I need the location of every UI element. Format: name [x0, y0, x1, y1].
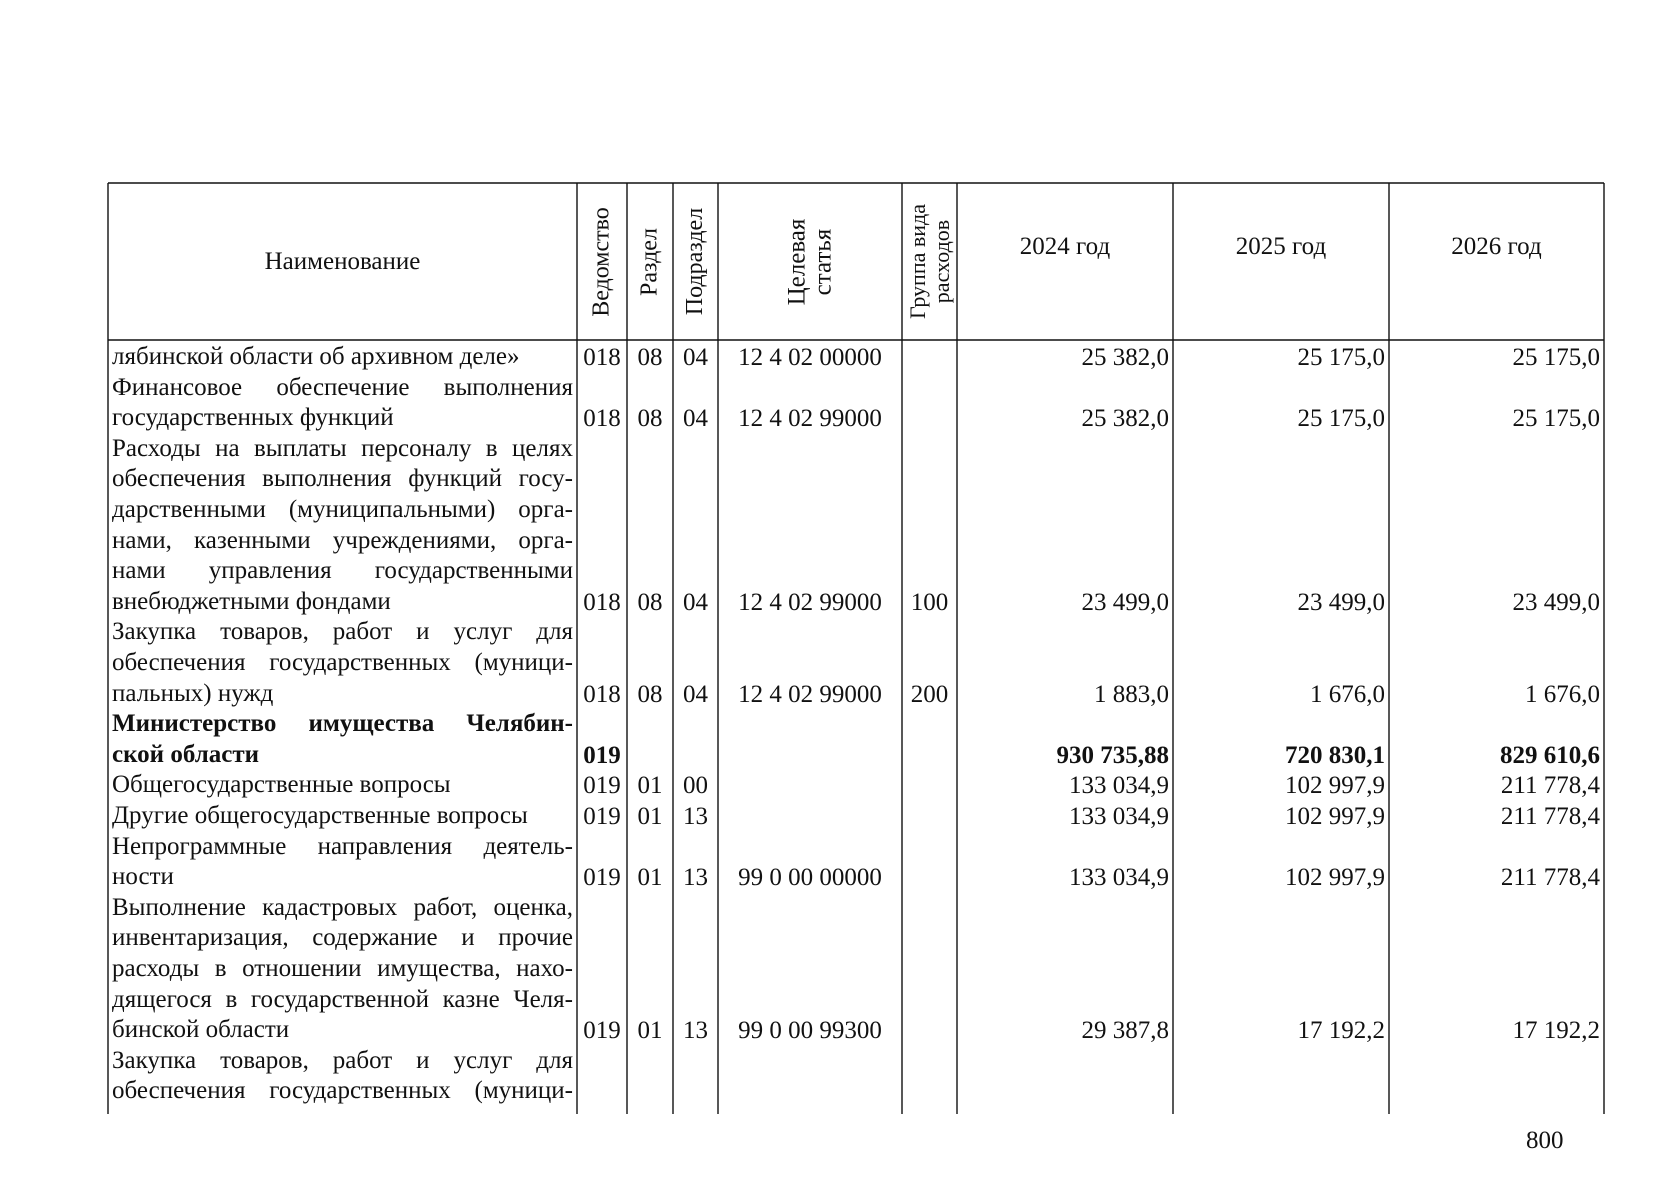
row-vedomstvo: 018 [583, 588, 621, 616]
row-name-line: лябинской области об архивном деле» [112, 343, 520, 370]
row-podrazdel: 13 [683, 864, 708, 892]
row-value-2025: 1 676,0 [1310, 680, 1385, 708]
row-vedomstvo: 019 [583, 1017, 621, 1045]
row-value-2024: 133 034,9 [1069, 803, 1169, 830]
row-name-line: обеспечения государственных (муници- [112, 1077, 573, 1105]
row-value-2026: 23 499,0 [1512, 588, 1600, 616]
row-value-2025: 102 997,9 [1285, 772, 1385, 800]
header-podrazdel: Подраздел [681, 207, 708, 316]
row-vedomstvo: 019 [583, 803, 621, 830]
row-value-2025: 102 997,9 [1285, 803, 1385, 830]
row-razdel: 01 [637, 1017, 663, 1045]
row-podrazdel: 13 [683, 803, 708, 830]
row-name-line: обеспечения выполнения функций госу- [112, 465, 573, 493]
row-razdel: 08 [637, 680, 663, 708]
header-celevaya: Целевая статья [782, 218, 836, 305]
row-vedomstvo: 019 [583, 741, 621, 769]
row-value-2024: 25 382,0 [1081, 405, 1169, 433]
row-name [112, 801, 573, 832]
row-celevaya: 12 4 02 99000 [738, 405, 882, 433]
row-razdel: 08 [637, 405, 663, 433]
header-vedomstvo: Ведомство [588, 206, 615, 317]
row-value-2024: 930 735,88 [1056, 741, 1169, 769]
row-name [112, 1046, 573, 1107]
row-value-2026: 829 610,6 [1500, 741, 1600, 769]
row-razdel: 01 [637, 864, 663, 892]
row-celevaya: 99 0 00 00000 [738, 864, 882, 892]
row-name-line: Расходы на выплаты персоналу в целях [112, 434, 573, 462]
row-name-line: Министерство имущества Челябин- [112, 710, 573, 738]
row-podrazdel: 04 [683, 405, 708, 433]
row-name [112, 893, 573, 1046]
row-name-line: Закупка товаров, работ и услуг для [112, 618, 573, 646]
row-value-2026: 1 676,0 [1525, 680, 1600, 708]
row-podrazdel: 04 [683, 680, 708, 708]
row-name-line: Закупка товаров, работ и услуг для [112, 1046, 573, 1074]
row-name-line: расходы в отношении имущества, нахо- [112, 954, 573, 982]
row-name [112, 832, 573, 893]
row-vedomstvo: 019 [583, 772, 621, 800]
row-name-line: внебюджетными фондами [112, 587, 391, 615]
row-vedomstvo: 018 [583, 405, 621, 433]
row-vedomstvo: 019 [583, 864, 621, 892]
row-name [112, 770, 573, 801]
row-value-2026: 211 778,4 [1500, 803, 1600, 830]
row-value-2026: 211 778,4 [1500, 772, 1600, 800]
row-name-line: пальных) нужд [112, 679, 274, 707]
row-name-line: ской области [112, 740, 260, 768]
header-y2026: 2026 год [1451, 233, 1542, 260]
row-value-2025: 17 192,2 [1297, 1017, 1385, 1045]
row-value-2026: 25 175,0 [1512, 405, 1600, 433]
row-celevaya: 99 0 00 99300 [738, 1017, 882, 1045]
row-podrazdel: 04 [683, 588, 708, 616]
row-value-2024: 25 382,0 [1081, 344, 1169, 371]
row-name [112, 434, 573, 618]
row-razdel: 08 [637, 344, 663, 371]
row-value-2024: 133 034,9 [1069, 772, 1169, 800]
row-value-2025: 102 997,9 [1285, 864, 1385, 892]
row-value-2025: 25 175,0 [1297, 344, 1385, 371]
row-name [112, 373, 573, 434]
row-podrazdel: 00 [683, 772, 708, 800]
row-name-line: дящегося в государственной казне Челя- [112, 985, 573, 1013]
row-name [112, 709, 573, 770]
row-celevaya: 12 4 02 00000 [738, 344, 882, 371]
row-value-2024: 133 034,9 [1069, 864, 1169, 892]
row-podrazdel: 04 [683, 344, 708, 371]
row-razdel: 08 [637, 588, 663, 616]
row-value-2026: 25 175,0 [1512, 344, 1600, 371]
row-name-line: инвентаризация, содержание и прочие [112, 924, 573, 952]
row-celevaya: 12 4 02 99000 [738, 588, 882, 616]
row-name-line: Выполнение кадастровых работ, оценка, [112, 893, 573, 921]
row-value-2024: 23 499,0 [1081, 588, 1169, 616]
row-name-line: Непрограммные направления деятель- [112, 832, 573, 860]
row-razdel: 01 [637, 772, 663, 800]
row-value-2025: 25 175,0 [1297, 405, 1385, 433]
row-gruppa: 200 [910, 680, 949, 708]
row-name-line: бинской области [112, 1016, 290, 1044]
header-gruppa: Группа вида расходов [905, 204, 954, 319]
row-name-line: Общегосударственные вопросы [112, 771, 451, 799]
row-podrazdel: 13 [683, 1017, 708, 1045]
row-name-line: обеспечения государственных (муници- [112, 648, 573, 676]
row-value-2025: 720 830,1 [1285, 741, 1385, 769]
row-name-line: нами управления государственными [112, 557, 573, 585]
row-name [112, 342, 573, 373]
row-value-2024: 29 387,8 [1081, 1017, 1169, 1045]
row-razdel: 01 [637, 803, 663, 830]
header-y2024: 2024 год [1019, 233, 1111, 260]
row-value-2025: 23 499,0 [1297, 588, 1385, 616]
header-name: Наименование [264, 247, 421, 275]
row-vedomstvo: 018 [583, 680, 621, 708]
row-name-line: нами, казенными учреждениями, орга- [112, 526, 573, 554]
row-name-line: государственных функций [112, 404, 394, 432]
page-number: 800 [1526, 1127, 1564, 1154]
row-value-2026: 17 192,2 [1512, 1017, 1600, 1045]
row-name [112, 617, 573, 709]
row-celevaya: 12 4 02 99000 [738, 680, 882, 708]
row-name-line: Другие общегосударственные вопросы [112, 802, 528, 829]
row-value-2024: 1 883,0 [1094, 680, 1169, 708]
row-name-line: дарственными (муниципальными) орга- [112, 495, 573, 523]
row-name-line: ности [112, 863, 174, 891]
header-y2025: 2025 год [1235, 233, 1327, 260]
row-gruppa: 100 [910, 588, 949, 616]
row-name-line: Финансовое обеспечение выполнения [112, 373, 573, 401]
row-vedomstvo: 018 [583, 344, 621, 371]
row-value-2026: 211 778,4 [1500, 864, 1600, 892]
header-razdel: Раздел [636, 227, 663, 296]
